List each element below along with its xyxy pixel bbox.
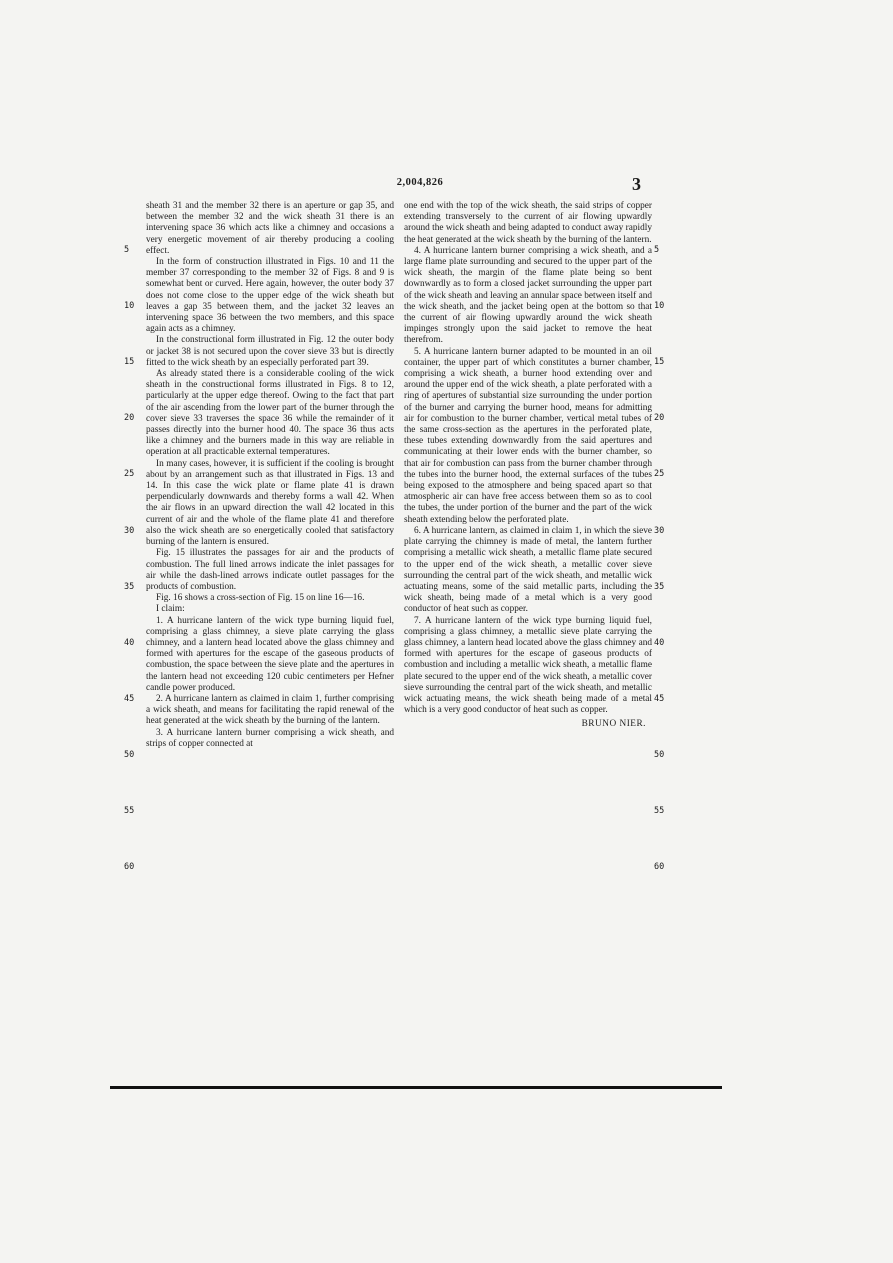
paragraph: In many cases, however, it is sufficient if the cooling is brought about by an arrangement such as that illustrated in Figs. 13 and 14. In this case the wick plate or flame plate 41 is drawn perpendicularly downwards and thereby forms a wall 42. When the air flows in an upward direction the wall 42 located in this current of air and the whole of the flame plate 41 and therefore also the wick sheath are so energetically cooled that satisfactory burning of the lantern is ensured.: [146, 458, 394, 548]
right-text-column: [404, 201, 652, 731]
paragraph: one end with the top of the wick sheath, the said strips of copper extending transversely to the current of air flowing upwardly around the wick sheath and being adapted to conduct away rapidly the heat generated at the wick sheath by the burning of the lantern.: [404, 201, 652, 245]
paragraph: sheath 31 and the member 32 there is an aperture or gap 35, and between the member 32 and the wick sheath 31 there is an intervening space 36 which acts like a chimney and occasions a very energetic movement of air thereby producing a cooling effect.: [146, 201, 394, 256]
paragraph: I claim:: [156, 604, 185, 615]
line-number: 40: [654, 638, 665, 648]
right-paragraphs: [404, 201, 652, 716]
line-number: 35: [654, 582, 665, 592]
line-number: 20: [124, 413, 135, 423]
patent-number: 2,004,826: [396, 177, 444, 188]
line-number: 35: [124, 582, 135, 592]
line-number: 55: [124, 806, 135, 816]
line-number: 60: [124, 862, 135, 872]
paragraph: As already stated there is a considerable cooling of the wick sheath in the constructional forms illustrated in Figs. 8 to 12, particularly at the upper edge thereof. Owing to the fact that part of the air ascending from the lower part of the burner through the cover sieve 33 traverses the space 36 while the remainder of it passes directly into the burner hood 40. The space 36 thus acts like a chimney and the burners made in this way are reliable in operation at all practicable external temperatures.: [146, 369, 394, 458]
left-text-column: [146, 201, 394, 750]
paragraph: Fig. 16 shows a cross-section of Fig. 15 on line 16—16.: [156, 593, 365, 604]
line-number: 25: [654, 469, 665, 479]
paragraph: 6. A hurricane lantern, as claimed in claim 1, in which the sieve plate carrying the chimney is made of metal, the lantern further comprising a metallic wick sheath, a metallic flame plate secured to the upper end of the wick sheath, a metallic cover sieve surrounding the central part of the wick sheath, and metallic wick actuating means, some of the said metallic parts, including the wick sheath, being made of a metal which is a very good conductor of heat such as copper.: [404, 525, 652, 615]
paragraph: Fig. 15 illustrates the passages for air and the products of combustion. The full lined arrows indicate the inlet passages for air while the dash-lined arrows indicate outlet passages for the products of combustion.: [146, 548, 394, 592]
line-number: 30: [124, 526, 135, 536]
line-number: 20: [654, 413, 665, 423]
paragraph: In the form of construction illustrated in Figs. 10 and 11 the member 37 corresponding to the member 32 of Figs. 8 and 9 is somewhat bent or curved. Here again, however, the outer body 37 does not come close to the upper edge of the wick sheath but leaves a gap 35 between them, and the jacket 32 leaves an intervening space 36 between the two members, and this space again acts as a chimney.: [146, 257, 394, 335]
line-number: 5: [124, 245, 130, 255]
line-number: 45: [654, 694, 665, 704]
paragraph: In the constructional form illustrated in Fig. 12 the outer body or jacket 38 is not secured upon the cover sieve 33 but is directly fitted to the wick sheath by an especially perforated part 39.: [146, 335, 394, 368]
line-number: 30: [654, 526, 665, 536]
paragraph: 3. A hurricane lantern burner comprising a wick sheath, and strips of copper connected at: [146, 727, 394, 749]
inventor-signature: BRUNO NIER.: [581, 719, 646, 730]
page-index: 3: [632, 174, 641, 194]
line-number: 45: [124, 694, 135, 704]
paragraph: 1. A hurricane lantern of the wick type burning liquid fuel, comprising a glass chimney, a sieve plate carrying the glass chimney, and a lantern head located above the glass chimney and formed with apertures for the escape of the gaseous products of combustion, the space between the sieve plate and the apertures in the lantern head not exceeding 120 cubic centimeters per Hefner candle power produced.: [146, 615, 394, 693]
line-number: 50: [654, 750, 665, 760]
paragraph: 4. A hurricane lantern burner comprising a wick sheath, and a large flame plate surrounding and secured to the upper part of the wick sheath, the margin of the flame plate being so bent downwardly as to form a closed jacket surrounding the upper part of the wick sheath and leaving an annular space between itself and the wick sheath, and the jacket being open at the bottom so that the current of air flowing upwardly around the wick sheath impinges strongly upon the said jacket to remove the heat therefrom.: [404, 245, 652, 346]
line-number: 15: [654, 357, 665, 367]
bottom-rule: [110, 1086, 722, 1089]
line-number: 25: [124, 469, 135, 479]
line-number: 10: [124, 301, 135, 311]
line-number: 50: [124, 750, 135, 760]
paragraph: 5. A hurricane lantern burner adapted to be mounted in an oil container, the upper part of which constitutes a burner chamber, comprising a wick sheath, a burner hood extending over and around the upper end of the wick sheath, a plate perforated with a ring of apertures of substantial size surrounding the under portion of the burner and carrying the burner hood, means for admitting air for combustion to the burner chamber, vertical metal tubes of the same cross-section as the apertures in the perforated plate, these tubes extending downwardly from the said apertures and communicating at their lower ends with the burner chamber, so that air for combustion can pass from the burner chamber through the tubes into the burner hood, the external surfaces of the tubes being exposed to the atmosphere and being spaced apart so that atmospheric air can have free access between them so as to cool the tubes, the under portion of the burner and the part of the wick sheath extending below the perforated plate.: [404, 346, 652, 525]
paragraph: 2. A hurricane lantern as claimed in claim 1, further comprising a wick sheath, and means for facilitating the rapid renewal of the heat generated at the wick sheath by the burning of the lantern.: [146, 693, 394, 727]
line-number: 15: [124, 357, 135, 367]
paragraph: 7. A hurricane lantern of the wick type burning liquid fuel, comprising a glass chimney, a metallic sieve plate carrying the glass chimney, a lantern head located above the glass chimney and formed with apertures for the escape of gaseous products of combustion and including a metallic wick sheath, a metallic flame plate secured to the upper end of the wick sheath, a metallic cover sieve surrounding the central part of the wick sheath, and metallic wick actuating means, the wick sheath being made of a metal which is a very good conductor of heat such as copper.: [404, 615, 652, 716]
line-number: 5: [654, 245, 660, 255]
line-number: 10: [654, 301, 665, 311]
line-number: 55: [654, 806, 665, 816]
line-number: 60: [654, 862, 665, 872]
line-number: 40: [124, 638, 135, 648]
